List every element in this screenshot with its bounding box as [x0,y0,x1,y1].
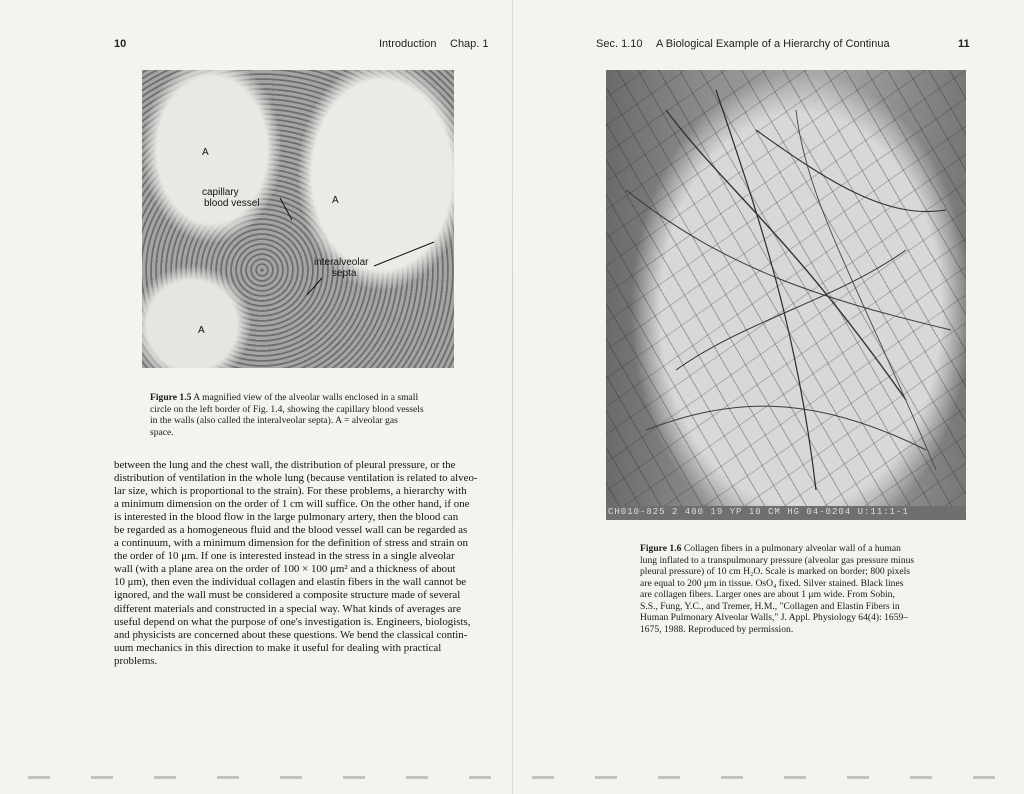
figure-label-alveolus: A [198,325,205,336]
body-line: ignored, and the wall must be considered a composite structure made of several [114,589,461,602]
figure-1-5-micrograph [142,70,454,368]
figure-label-septa: septa [332,268,357,279]
scale-strip-text: CH010-825 2 400 19 YP 10 CM HG 04-0204 U:11:1-1 [608,507,909,517]
body-line: the order of 10 μm. If one is interested instead in the stress in a single alveolar [114,550,455,563]
figure-1-6-micrograph [606,70,966,520]
body-line: uum mechanics in this direction to make it useful for dealing with practical [114,641,442,654]
body-line: lar size, which is proportional to the strain). For these problems, a hierarchy with [114,485,467,498]
left-chapter-label: Chap. 1 [450,38,489,50]
figure-1-5-caption [150,392,470,438]
caption-line: are equal to 200 μm in tissue. OsO₄ fixed. Silver stained. Black lines [640,577,904,589]
collagen-fibers-illustration [606,70,966,506]
caption-line: space. [150,426,174,438]
body-paragraph [114,459,483,668]
caption-line: Collagen fibers in a pulmonary alveolar wall of a human [683,543,901,554]
figure-label-interalveolar: interalveolar [314,257,369,268]
figure-label-alveolus: A [332,195,339,206]
body-line: between the lung and the chest wall, the distribution of pleural pressure, or the [114,459,456,471]
left-running-head: Introduction [379,38,437,50]
figure-label-capillary: capillary [202,187,239,198]
caption-line: in the walls (also called the interalveolar septa). A = alveolar gas [150,415,398,426]
body-line: distribution of ventilation in the whole lung (because ventilation is related to alveo- [114,472,478,485]
body-line: a continuum, with a minimum dimension for the definition of stress and strain on [114,537,468,550]
right-running-head: A Biological Example of a Hierarchy of Continua [656,38,890,50]
caption-label: Figure 1.5 [150,392,192,403]
caption-line: lung inflated to a transpulmonary pressure (alveolar gas pressure minus [640,554,915,566]
figure-1-6-caption [640,543,960,635]
page-gutter [512,0,513,794]
left-page-number: 10 [114,38,127,50]
body-line: is interested in the blood flow in the large pulmonary artery, then the blood can [114,511,459,524]
body-line: different materials and constructed in a special way. What kinds of averages are [114,602,461,615]
caption-line: A magnified view of the alveolar walls enclosed in a small [193,392,419,403]
caption-line: circle on the left border of Fig. 1.4, showing the capillary blood vessels [150,403,424,415]
caption-label: Figure 1.6 [640,543,682,554]
body-line: useful depend on what the purpose of one's investigation is. Engineers, biologists, [114,615,471,628]
caption-line: 1675, 1988. Reproduced by permission. [640,623,794,635]
body-line: problems. [114,654,158,667]
body-line: and physicists are concerned about these questions. We bend the classical contin- [114,628,468,641]
caption-line: S.S., Fung, Y.C., and Tremer, H.M., "Collagen and Elastin Fibers in [640,600,900,612]
body-line: a minimum dimension on the order of 1 cm will suffice. On the other hand, if one [114,498,470,511]
body-line: wall (with a plane area on the order of 100 × 100 μm² and a thickness of about [114,563,456,576]
right-section-label: Sec. 1.10 [596,38,643,50]
figure-label-blood-vessel: blood vessel [204,198,260,209]
figure-pointer-lines [142,70,454,368]
caption-line: pleural pressure) of 10 cm H₂O. Scale is marked on border; 800 pixels [640,566,911,577]
body-line: 10 μm), then even the individual collagen and elastin fibers in the wall cannot be [114,576,467,589]
body-line: be regarded as a homogeneous fluid and the blood vessel wall can be regarded as [114,524,468,537]
figure-label-alveolus: A [202,147,209,158]
figure-scale-strip [606,506,966,520]
caption-line: are collagen fibers. Larger ones are about 1 μm wide. From Sobin, [640,589,895,600]
right-page-number: 11 [958,38,970,50]
caption-line: Human Pulmonary Alveolar Walls," J. Appl. Physiology 64(4): 1659– [640,612,909,623]
